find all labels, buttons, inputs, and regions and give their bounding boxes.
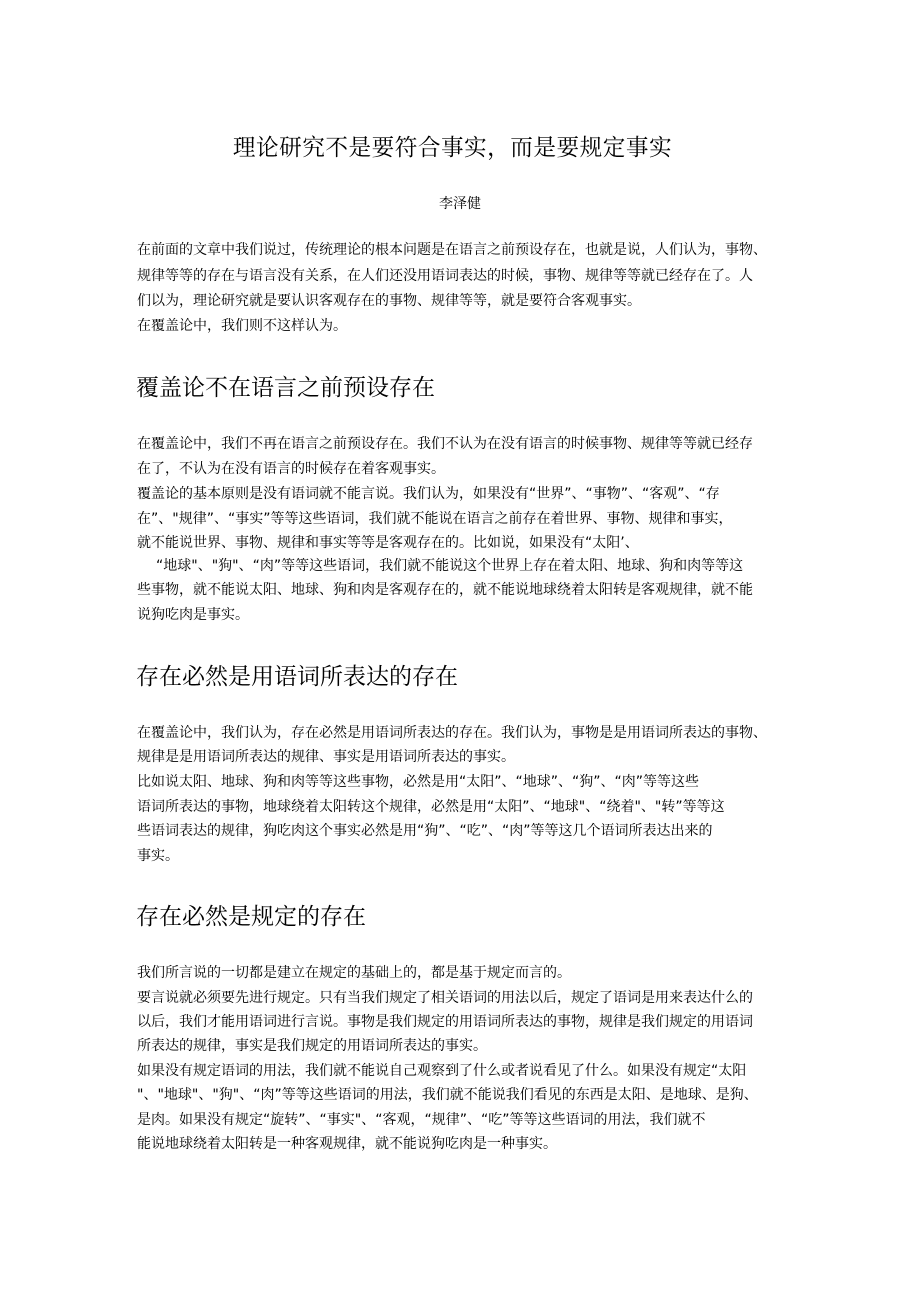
body-line: 比如说太阳、地球、狗和肉等等这些事物，必然是用“太阳”、“地球”、“狗”、“肉”等等这些 xyxy=(137,774,700,790)
body-line: 我们所言说的一切都是建立在规定的基础上的，都是基于规定而言的。 xyxy=(137,965,571,981)
document-author: 李泽健 xyxy=(439,196,481,212)
body-line: 是肉。如果没有规定“旋转”、“事实"、“客观，“规律”、“吃”等等这些语词的用法，我们就不 xyxy=(137,1112,706,1128)
intro-line: 在前面的文章中我们说过，传统理论的根本问题是在语言之前预设存在，也就是说，人们认为，事物、 xyxy=(137,242,767,258)
intro-line: 规律等等的存在与语言没有关系，在人们还没用语词表达的时候，事物、规律等等就已经存在了。人 xyxy=(137,268,753,284)
body-line: 语词所表达的事物，地球绕着太阳转这个规律，必然是用“太阳”、“地球"、“绕着"、"转”等等这 xyxy=(137,799,725,815)
body-line: 在”、"规律”、“事实”等等这些语词，我们就不能说在语言之前存在着世界、事物、规律和事实， xyxy=(137,511,733,527)
body-line: 些事物，就不能说太阳、地球、狗和肉是客观存在的，就不能说地球绕着太阳转是客观规律，就不能 xyxy=(137,582,753,598)
intro-line: 在覆盖论中，我们则不这样认为。 xyxy=(137,318,347,334)
body-line: 些语词表达的规律，狗吃肉这个事实必然是用“狗”、“吃”、“肉”等等这几个语词所表达出来的 xyxy=(137,823,713,839)
body-line: 在覆盖论中，我们不再在语言之前预设存在。我们不认为在没有语言的时候事物、规律等等就已经存 xyxy=(137,436,753,452)
body-line: 就不能说世界、事物、规律和事实等等是客观存在的。比如说，如果没有“太阳’、 xyxy=(137,535,639,551)
body-line: 说狗吃肉是事实。 xyxy=(137,607,249,623)
body-line: 如果没有规定语词的用法，我们就不能说自己观察到了什么或者说看见了什么。如果没有规定“太阳 xyxy=(137,1063,747,1079)
intro-line: 们以为，理论研究就是要认识客观存在的事物、规律等等，就是要符合客观事实。 xyxy=(137,293,641,309)
body-line: 能说地球绕着太阳转是一种客观规律，就不能说狗吃肉是一种事实。 xyxy=(137,1136,557,1152)
body-line: 以后，我们才能用语词进行言说。事物是我们规定的用语词所表达的事物，规律是我们规定的用语词 xyxy=(137,1014,753,1030)
body-line: 规律是是用语词所表达的规律、事实是用语词所表达的事实。 xyxy=(137,749,515,765)
body-line: "、"地球"、"狗"、“肉”等等这些语词的用法，我们就不能说我们看见的东西是太阳、是地球、是狗、 xyxy=(137,1087,758,1103)
body-line: 要言说就必须要先进行规定。只有当我们规定了相关语词的用法以后，规定了语词是用来表达什么的 xyxy=(137,990,753,1006)
section-heading: 存在必然是规定的存在 xyxy=(136,904,366,930)
section-heading: 覆盖论不在语言之前预设存在 xyxy=(136,375,435,401)
body-line: “地球"、"狗"、“肉”等等这些语词，我们就不能说这个世界上存在着太阳、地球、狗和肉等等这 xyxy=(156,558,744,574)
body-line: 所表达的规律，事实是我们规定的用语词所表达的事实。 xyxy=(137,1038,487,1054)
body-line: 事实。 xyxy=(137,848,179,864)
document-title: 理论研究不是要符合事实，而是要规定事实 xyxy=(232,135,673,161)
section-heading: 存在必然是用语词所表达的存在 xyxy=(136,664,458,690)
body-line: 在了，不认为在没有语言的时候存在着客观事实。 xyxy=(137,461,445,477)
body-line: 在覆盖论中，我们认为，存在必然是用语词所表达的存在。我们认为，事物是是用语词所表达的事物、 xyxy=(137,725,767,741)
body-line: 覆盖论的基本原则是没有语词就不能言说。我们认为，如果没有“世界”、“事物”、“客观”、“存 xyxy=(137,486,720,502)
